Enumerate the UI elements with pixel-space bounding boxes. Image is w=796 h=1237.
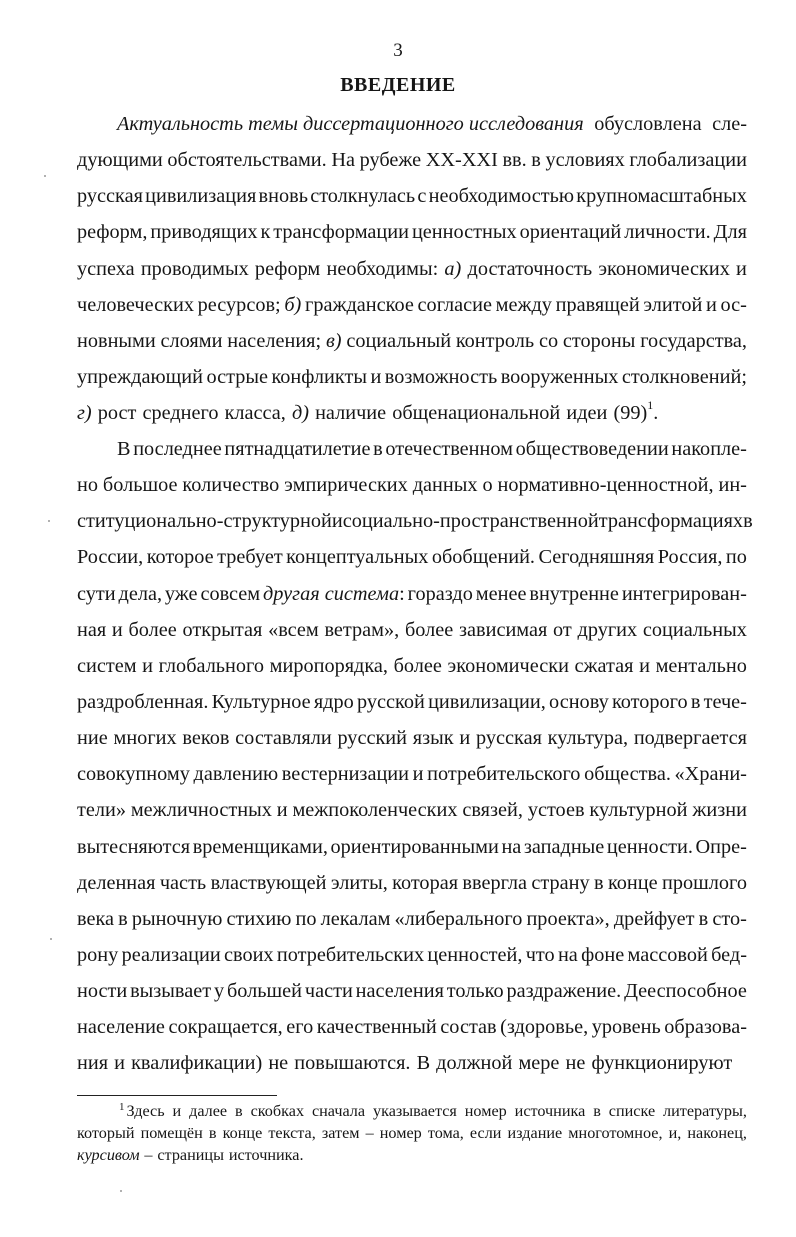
word: обобщений.	[431, 546, 535, 569]
paragraph1-line	[77, 178, 747, 214]
word: литературы,	[663, 1102, 747, 1120]
word: указывается	[372, 1102, 457, 1120]
word: в	[373, 438, 383, 460]
word: количество	[182, 474, 280, 497]
word: наличие	[315, 402, 387, 425]
word: необходимостью	[428, 185, 574, 208]
word: обусловлена	[594, 113, 702, 135]
word: Для	[713, 221, 747, 244]
word: номер	[379, 1124, 422, 1142]
word: концептуальных	[286, 546, 429, 569]
word: дующими	[77, 149, 163, 172]
word: большей	[226, 980, 303, 1003]
word: зависимая	[459, 618, 548, 641]
word: не	[565, 1052, 586, 1075]
word: бед-	[711, 943, 747, 966]
word: скобках	[250, 1102, 305, 1120]
paragraph2-line	[77, 720, 747, 756]
word: межпоколенческих	[292, 799, 458, 822]
word: но	[77, 474, 98, 497]
word: $^1$ Здесь	[119, 1101, 165, 1120]
word: основу	[549, 690, 609, 713]
word: условиях	[545, 149, 625, 172]
paragraph2-line	[77, 756, 747, 792]
word: слоями	[160, 329, 223, 352]
word: списке	[608, 1102, 656, 1120]
word: ментально	[655, 654, 747, 677]
word: совокупному	[77, 763, 190, 786]
word: культура,	[547, 727, 629, 750]
word: западные	[523, 835, 605, 858]
footnote-marker: 1	[119, 1101, 125, 1113]
word: и,	[668, 1124, 682, 1142]
word: раздражение.	[506, 980, 622, 1003]
word: и	[114, 1052, 125, 1075]
word: острые	[206, 365, 268, 388]
word: ин-	[718, 474, 747, 497]
word: России,	[77, 546, 144, 569]
word: внутренне	[529, 582, 619, 605]
word: цивилизация	[145, 185, 257, 208]
word: к	[260, 221, 271, 244]
word: ценностей,	[427, 943, 523, 966]
section-heading: ВВЕДЕНИЕ	[340, 74, 456, 96]
footnote	[77, 1100, 747, 1166]
word: уровень	[591, 1016, 661, 1039]
word: «Храни-	[674, 763, 747, 786]
footnote-line	[77, 1144, 747, 1166]
word: сле-	[712, 113, 747, 135]
word: ния	[77, 1052, 109, 1075]
word: В	[416, 1052, 431, 1075]
word: подвергается	[633, 727, 747, 750]
paragraph1-line	[77, 359, 747, 395]
word: более	[404, 618, 454, 641]
paragraph2-line	[77, 503, 753, 539]
word: устоев	[527, 799, 585, 822]
word: интегрирован-	[621, 582, 747, 605]
word: эмпирических	[284, 474, 408, 497]
word: В	[117, 438, 131, 460]
word: курсивом	[77, 1146, 140, 1164]
word: отечественном	[385, 438, 513, 460]
word: –	[365, 1124, 374, 1142]
word: менее	[475, 582, 527, 605]
paragraph2-line	[77, 973, 747, 1009]
word: сто-	[712, 907, 747, 930]
word: экономических	[598, 257, 730, 280]
word: вновь	[258, 185, 308, 208]
word: уже	[164, 582, 198, 605]
word: последнее	[133, 438, 222, 460]
word: часть	[159, 871, 207, 894]
word: обстоятельствами.	[167, 149, 327, 172]
word: временщиками,	[192, 835, 328, 858]
word: веков	[182, 727, 230, 750]
word: правящей	[555, 293, 640, 316]
word: властвующей	[210, 871, 327, 894]
word: ветрам»,	[324, 618, 400, 641]
word: между	[495, 293, 552, 316]
word: о	[482, 474, 493, 497]
word: общенациональной	[392, 402, 561, 425]
word: не	[268, 1052, 289, 1075]
paragraph1-line	[77, 106, 747, 142]
word: только	[446, 980, 504, 1003]
word: и	[639, 654, 650, 677]
word: Опре-	[695, 835, 747, 858]
word: социальных	[642, 618, 747, 641]
footnote-line	[77, 1100, 747, 1122]
word: русский	[337, 727, 408, 750]
word: Дееспособное	[624, 980, 747, 1003]
word: массовой	[627, 943, 708, 966]
word: века	[77, 907, 115, 930]
paragraph1-line	[77, 287, 747, 323]
word: б)	[284, 293, 302, 316]
word: дрейфует	[613, 907, 695, 930]
word: и	[412, 763, 424, 786]
word: успеха	[77, 257, 135, 280]
word: которого	[611, 690, 688, 713]
word: в	[235, 1102, 243, 1120]
word: Россия,	[657, 546, 723, 569]
word: ние	[77, 727, 108, 750]
word: систем	[77, 654, 137, 677]
word: квалификации)	[131, 1052, 263, 1075]
word: издание	[507, 1124, 563, 1142]
word: в)	[325, 329, 342, 352]
word: в	[690, 690, 701, 713]
word: и	[459, 727, 471, 750]
word: культурной	[589, 799, 688, 822]
word: проекта»,	[526, 907, 610, 930]
word: социальный	[346, 329, 452, 352]
word: ядро	[313, 690, 354, 713]
word: «либерального	[394, 907, 523, 930]
word: на	[501, 835, 522, 858]
word: дела,	[118, 582, 163, 605]
word: идеи	[566, 402, 608, 425]
paragraph2-line	[77, 431, 747, 467]
paragraph2-line	[77, 684, 747, 720]
word: состав	[440, 1016, 497, 1039]
word: в	[743, 510, 753, 533]
word: далее	[189, 1102, 228, 1120]
word: в	[698, 907, 709, 930]
word: более	[393, 654, 442, 677]
word: сути	[77, 582, 116, 605]
word: XX-XXI	[425, 149, 498, 172]
word: тели»	[77, 799, 126, 822]
word: населения	[355, 980, 444, 1003]
word: ности	[77, 980, 128, 1003]
word: реформ	[254, 257, 321, 280]
word: рост	[97, 402, 137, 425]
word: совсем	[200, 582, 261, 605]
word: и	[276, 799, 288, 822]
word: у	[213, 980, 225, 1003]
word: государства,	[640, 329, 747, 352]
paragraph2-line	[77, 901, 747, 937]
word: который	[77, 1124, 135, 1142]
word: русской	[357, 690, 425, 713]
word: конце	[222, 1124, 263, 1142]
word: номер	[464, 1102, 507, 1120]
word: рону	[77, 943, 119, 966]
word: фоне	[581, 943, 625, 966]
word: гражданское	[305, 293, 414, 316]
word: качественный	[316, 1016, 437, 1039]
word: вооруженных	[500, 365, 619, 388]
word: многотомное,	[568, 1124, 663, 1142]
word: русская	[77, 185, 143, 208]
word: реализации	[121, 943, 221, 966]
word: потребительских	[276, 943, 425, 966]
word: открытая	[182, 618, 263, 641]
word: если	[469, 1124, 502, 1142]
word: достаточность	[467, 257, 593, 280]
word: и	[172, 1102, 182, 1120]
word: страницы	[157, 1146, 224, 1164]
word: по	[295, 907, 317, 930]
word: трансформациях	[598, 510, 744, 533]
word: других	[577, 618, 638, 641]
word: среднего	[142, 402, 219, 425]
word: (здоровье,	[500, 1016, 589, 1039]
paragraph1-line	[77, 214, 747, 250]
word: пятнадцатилетие	[224, 438, 371, 460]
word: –	[144, 1146, 153, 1164]
word: и	[111, 618, 123, 641]
word: в	[208, 1124, 217, 1142]
paragraph2-line	[77, 1045, 747, 1081]
word: требует	[217, 546, 283, 569]
word: а)	[444, 257, 462, 280]
word: сокращается,	[168, 1016, 283, 1039]
word: глобального	[158, 654, 265, 677]
paragraph2-line	[77, 937, 747, 973]
word: должной	[436, 1052, 513, 1075]
word: накопле-	[671, 438, 747, 460]
word: которая	[392, 871, 459, 894]
scan-speck	[48, 520, 50, 522]
word: наконец,	[687, 1124, 747, 1142]
paragraph2-line	[77, 648, 747, 684]
word: человеческих	[77, 293, 194, 316]
word: повышаются.	[294, 1052, 411, 1075]
word: тома,	[427, 1124, 464, 1142]
word: сжатая	[574, 654, 634, 677]
word: «всем	[268, 618, 319, 641]
paragraph-transformation	[77, 431, 753, 1082]
paragraph2-line	[77, 829, 747, 865]
word: личности.	[624, 221, 711, 244]
word: жизни	[692, 799, 747, 822]
paragraph2-line	[77, 576, 747, 612]
word: новными	[77, 329, 156, 352]
word: функционируют	[591, 1052, 733, 1075]
word: вв.	[502, 149, 527, 172]
word: население	[77, 1016, 165, 1039]
word: элиты,	[330, 871, 388, 894]
word: и	[736, 257, 747, 280]
footnote-reference: 1	[647, 398, 654, 413]
paragraph2-line	[77, 1009, 747, 1045]
word: в	[531, 149, 541, 172]
word: прошлого	[662, 871, 747, 894]
word: текста,	[268, 1124, 316, 1142]
word: реформ,	[77, 221, 148, 244]
word: тече-	[703, 690, 747, 713]
word: русская	[476, 727, 542, 750]
word: другая система:	[263, 582, 405, 605]
word: ос-	[720, 293, 747, 316]
word: от	[553, 618, 572, 641]
word: лекалам	[320, 907, 391, 930]
word: социально-пространственной	[342, 510, 599, 533]
page-number: 3	[393, 40, 403, 61]
word: нормативно-ценностной,	[497, 474, 714, 497]
word: д)	[291, 402, 309, 425]
word: приводящих	[150, 221, 258, 244]
paragraph2-line	[77, 792, 747, 828]
word: и	[370, 365, 382, 388]
footnote-line	[77, 1122, 747, 1144]
scan-speck	[44, 175, 46, 177]
word: мере	[518, 1052, 560, 1075]
scan-speck	[120, 1190, 122, 1192]
word: упреждающий	[77, 365, 203, 388]
word: ституционально-структурной	[77, 510, 332, 533]
word: части	[304, 980, 353, 1003]
scan-speck	[50, 938, 52, 940]
word: трансформации	[273, 221, 409, 244]
word: помещён	[140, 1124, 203, 1142]
word: на	[557, 943, 578, 966]
word: межличностных	[130, 799, 272, 822]
word: со	[538, 329, 559, 352]
word: г)	[77, 402, 92, 425]
word: многих	[113, 727, 177, 750]
word: общества.	[584, 763, 671, 786]
word: $(99)^1$.	[613, 398, 659, 425]
word: столкновений;	[621, 365, 747, 388]
word: и	[142, 654, 154, 677]
word: Культурное	[211, 690, 311, 713]
word: раздробленная.	[77, 690, 209, 713]
word: что	[525, 943, 555, 966]
word: в	[118, 907, 128, 930]
word: язык	[412, 727, 454, 750]
word: ввергла	[462, 871, 528, 894]
word: Сегодняшняя	[538, 546, 655, 569]
word: которое	[146, 546, 214, 569]
word: гораздо	[407, 582, 473, 605]
word: крупномасштабных	[576, 185, 747, 208]
word: конце	[607, 871, 658, 894]
word: класса,	[224, 402, 286, 425]
word: Актуальность темы диссертационного исследования	[117, 113, 584, 135]
word: обществоведении	[515, 438, 669, 460]
word: затем	[321, 1124, 360, 1142]
word: миропорядка,	[269, 654, 388, 677]
word: согласие	[417, 293, 492, 316]
word: страну	[531, 871, 590, 894]
paragraph2-line	[77, 865, 747, 901]
word: в	[593, 1102, 601, 1120]
word: связей,	[462, 799, 523, 822]
word: контроль	[455, 329, 535, 352]
word: более	[128, 618, 177, 641]
word: данных	[412, 474, 478, 497]
paragraph-relevance	[77, 106, 747, 431]
word: возможность	[384, 365, 498, 388]
word: деленная	[77, 871, 156, 894]
word: проводимых	[140, 257, 249, 280]
word: На	[331, 149, 355, 172]
word: стороны	[562, 329, 636, 352]
paragraph2-line	[77, 467, 747, 503]
word: своих	[224, 943, 274, 966]
word: необходимы:	[326, 257, 439, 280]
word: потребительского	[427, 763, 581, 786]
word: вызывает	[130, 980, 212, 1003]
paragraph1-line	[77, 251, 747, 287]
paragraph1-line	[77, 395, 747, 431]
word: большое	[102, 474, 178, 497]
footnote-separator	[77, 1095, 277, 1096]
word: цивилизации,	[428, 690, 546, 713]
word: стихию	[226, 907, 292, 930]
word: с	[417, 185, 427, 208]
word: источника	[514, 1102, 586, 1120]
word: и	[705, 293, 717, 316]
word: столкнулась	[310, 185, 416, 208]
word: ная	[77, 618, 107, 641]
word: ресурсов;	[197, 293, 281, 316]
word: ценностных	[411, 221, 517, 244]
word: рубеже	[359, 149, 422, 172]
paragraph1-line	[77, 323, 747, 359]
word: источника.	[228, 1146, 304, 1164]
word: давлению	[193, 763, 279, 786]
word: экономически	[447, 654, 569, 677]
word: элитой	[643, 293, 703, 316]
word: населения;	[227, 329, 322, 352]
word: и	[331, 510, 343, 533]
word: ценности.	[606, 835, 693, 858]
word: вытесняются	[77, 835, 191, 858]
word: его	[286, 1016, 314, 1039]
word: сначала	[311, 1102, 366, 1120]
word: конфликты	[271, 365, 367, 388]
word: составляли	[235, 727, 332, 750]
word: вестернизации	[281, 763, 410, 786]
word: ориентаций	[519, 221, 622, 244]
paragraph2-line	[77, 612, 747, 648]
word: по	[725, 546, 747, 569]
word: ориентированными	[330, 835, 499, 858]
word: глобализации	[629, 149, 747, 172]
word: рыночную	[131, 907, 223, 930]
word: в	[594, 871, 604, 894]
word: образова-	[664, 1016, 747, 1039]
paragraph2-line	[77, 539, 747, 575]
paragraph1-line	[77, 142, 747, 178]
